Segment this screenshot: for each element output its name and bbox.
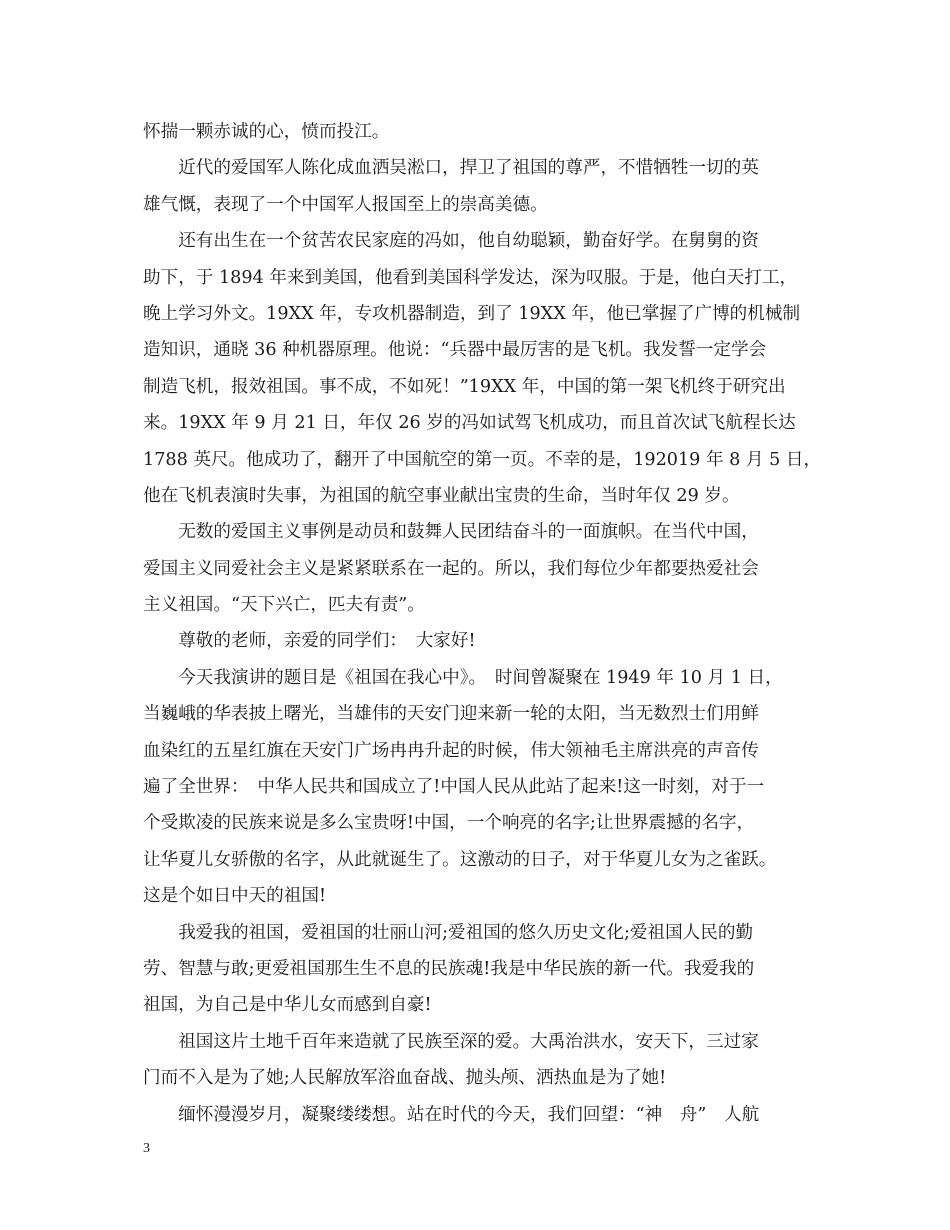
text-line: 来。19XX 年 9 月 21 日，年仅 26 岁的冯如试驾飞机成功，而且首次试飞航程长达 (143, 413, 796, 434)
text-line: 今天我演讲的题目是《祖国在我心中》。 时间曾凝聚在 1949 年 10 月 1 日， (143, 667, 783, 688)
text-line: 制造飞机，报效祖国。事不成，不如死！”19XX 年，中国的第一架飞机终于研究出 (143, 376, 786, 397)
text-line: 祖国这片土地千百年来造就了民族至深的爱。大禹治洪水，安天下，三过家 (143, 1031, 759, 1052)
text-line: 无数的爱国主义事例是动员和鼓舞人民团结奋斗的一面旗帜。在当代中国， (143, 522, 759, 543)
text-line: 他在飞机表演时失事，为祖国的航空事业献出宝贵的生命，当时年仅 29 岁。 (143, 485, 740, 506)
text-line: 血染红的五星红旗在天安门广场冉冉升起的时候，伟大领袖毛主席洪亮的声音传 (143, 740, 759, 761)
body-text (143, 114, 823, 1133)
text-line: 我爱我的祖国，爱祖国的壮丽山河;爱祖国的悠久历史文化;爱祖国人民的勤 (143, 922, 754, 943)
text-line: 个受欺凌的民族来说是多么宝贵呀!中国，一个响亮的名字;让世界震撼的名字， (143, 813, 755, 834)
text-line: 爱国主义同爱社会主义是紧紧联系在一起的。所以，我们每位少年都要热爱社会 (143, 558, 759, 579)
text-line: 助下，于 1894 年来到美国，他看到美国科学发达，深为叹服。于是，他白天打工， (143, 267, 798, 288)
text-line: 尊敬的老师，亲爱的同学们： 大家好! (143, 631, 476, 652)
text-line: 近代的爱国军人陈化成血洒吴淞口，捍卫了祖国的尊严，不惜牺牲一切的英 (143, 158, 759, 179)
page-number: 3 (143, 1141, 150, 1156)
text-line: 怀揣一颗赤诚的心，愤而投江。 (143, 122, 390, 142)
text-line: 造知识，通晓 36 种机器原理。他说：“兵器中最厉害的是飞机。我发誓一定学会 (143, 340, 767, 361)
text-line: 遍了全世界： 中华人民共和国成立了!中国人民从此站了起来!这一时刻，对于一 (143, 777, 765, 798)
text-line: 晚上学习外文。19XX 年，专攻机器制造，到了 19XX 年，他已掌握了广博的机械制 (143, 303, 801, 324)
text-line: 1788 英尺。他成功了，翻开了中国航空的第一页。不幸的是，192019 年 8 月 5 日， (143, 449, 822, 470)
text-line: 主义祖国。“天下兴亡，匹夫有责”。 (143, 595, 425, 616)
text-line: 让华夏儿女骄傲的名字，从此就诞生了。这激动的日子，对于华夏儿女为之雀跃。 (143, 849, 777, 870)
text-line: 这是个如日中天的祖国! (143, 886, 327, 907)
text-line: 门而不入是为了她;人民解放军浴血奋战、抛头颅、洒热血是为了她! (143, 1068, 667, 1089)
text-line: 雄气慨，表现了一个中国军人报国至上的崇高美德。 (143, 194, 548, 215)
text-line: 劳、智慧与敢;更爱祖国那生生不息的民族魂!我是中华民族的新一代。我爱我的 (143, 958, 755, 979)
text-line: 还有出生在一个贫苦农民家庭的冯如，他自幼聪颖，勤奋好学。在舅舅的资 (143, 231, 759, 252)
text-line: 缅怀漫漫岁月，凝聚缕缕想。站在时代的今天，我们回望：“神 舟” 人航 (143, 1104, 760, 1125)
text-line: 祖国，为自己是中华儿女而感到自豪! (143, 995, 432, 1016)
text-line: 当巍峨的华表披上曙光，当雄伟的天安门迎来新一轮的太阳，当无数烈士们用鲜 (143, 704, 759, 725)
